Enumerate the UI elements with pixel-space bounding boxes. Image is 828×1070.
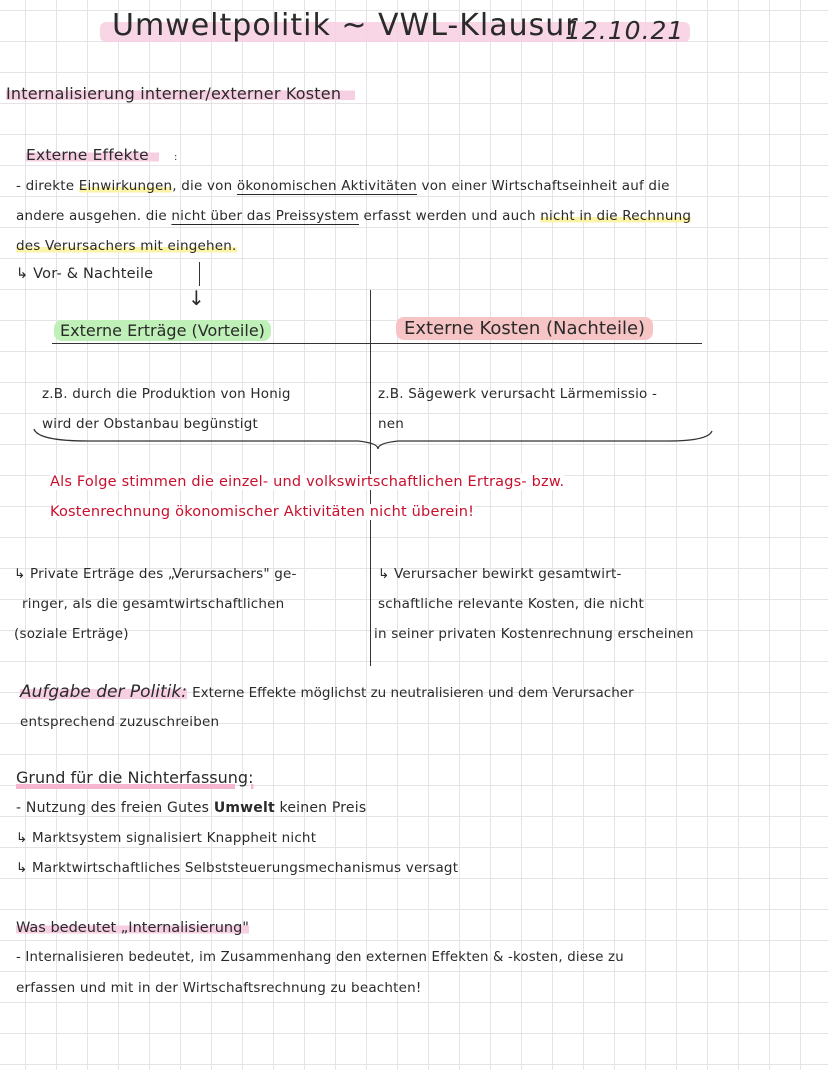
- aufgabe-line-1: [20, 682, 634, 702]
- down-arrow-icon: ↓: [188, 286, 205, 310]
- aufgabe-label: Aufgabe der Politik:: [20, 682, 187, 702]
- def-2d: nicht in die Rechnung: [540, 208, 692, 224]
- colon: :: [173, 152, 178, 163]
- grund-line-1: [16, 800, 366, 816]
- def-3: des Verursachers mit eingehen.: [16, 238, 237, 254]
- verursacher-2: schaftliche relevante Kosten, die nicht: [378, 596, 645, 612]
- folge-line-2: Kostenrechnung ökonomischer Aktivitäten nicht überein!: [50, 504, 475, 520]
- section-title: Internalisierung interner/externer Kosten: [6, 84, 355, 103]
- private-ertraege-2: ringer, als die gesamtwirtschaftlichen: [22, 596, 285, 612]
- verursacher-3: in seiner privaten Kostenrechnung erscheinen: [374, 626, 694, 642]
- externe-effekte-label: Externe Effekte: [26, 146, 159, 164]
- internalisierung-line-2: erfassen und mit in der Wirtschaftsrechnung zu beachten!: [16, 980, 422, 996]
- def-2b: nicht über das Preissystem: [171, 208, 359, 224]
- brace-curve: [28, 425, 718, 455]
- grund-1b: Umwelt: [213, 800, 275, 816]
- grund-line-3: ↳ Marktwirtschaftliches Selbststeuerungsmechanismus versagt: [16, 860, 459, 876]
- definition-line-1: [16, 178, 670, 194]
- grund-1a: - Nutzung des freien Gutes: [16, 800, 210, 816]
- table-left-head: Externe Erträge (Vorteile): [54, 320, 271, 341]
- def-1b: Einwirkungen: [78, 178, 173, 194]
- folge-line-1: Als Folge stimmen die einzel- und volkswirtschaftlichen Ertrags- bzw.: [50, 474, 565, 490]
- right-example-1: z.B. Sägewerk verursacht Lärmemissio -: [378, 386, 658, 402]
- left-example-1: z.B. durch die Produktion von Honig: [42, 386, 291, 402]
- grund-1c: keinen Preis: [279, 800, 367, 816]
- internalisierung-line-1: - Internalisieren bedeutet, im Zusammenhang den externen Effekten & -kosten, diese zu: [16, 950, 624, 965]
- table-header-line: [52, 343, 702, 344]
- table-right-head: Externe Kosten (Nachteile): [396, 317, 653, 340]
- definition-line-2: [16, 208, 691, 224]
- def-2c: erfasst werden und auch: [363, 208, 536, 224]
- externe-effekte-heading: [26, 146, 178, 164]
- right-example-2: nen: [378, 416, 405, 432]
- internalisierung-heading: Was bedeutet „Internalisierung": [16, 920, 249, 936]
- def-1c: , die von: [172, 178, 233, 194]
- vor-nachteile-bar: [199, 262, 200, 286]
- private-ertraege-3: (soziale Erträge): [14, 626, 129, 642]
- grund-heading: Grund für die Nichterfassung:: [16, 768, 254, 787]
- verursacher-1: ↳ Verursacher bewirkt gesamtwirt-: [378, 566, 622, 582]
- aufgabe-line-2: entsprechend zuzuschreiben: [20, 714, 220, 730]
- left-example-2: wird der Obstanbau begünstigt: [42, 416, 259, 432]
- vor-nachteile: ↳ Vor- & Nachteile: [16, 266, 154, 282]
- definition-line-3: [16, 238, 237, 254]
- def-2a: andere ausgehen. die: [16, 208, 167, 224]
- def-1a: - direkte: [16, 178, 75, 194]
- aufgabe-text-1: Externe Effekte möglichst zu neutralisieren und dem Verursacher: [192, 685, 634, 701]
- def-1d: ökonomischen Aktivitäten: [236, 178, 418, 194]
- grund-line-2: ↳ Marktsystem signalisiert Knappheit nicht: [16, 830, 317, 846]
- def-1e: von einer Wirtschaftseinheit auf die: [421, 178, 670, 194]
- page-title: Umweltpolitik ~ VWL-Klausur: [112, 8, 579, 43]
- private-ertraege-1: ↳ Private Erträge des „Verursachers" ge-: [14, 566, 297, 582]
- page-date: 12.10.21: [565, 16, 685, 45]
